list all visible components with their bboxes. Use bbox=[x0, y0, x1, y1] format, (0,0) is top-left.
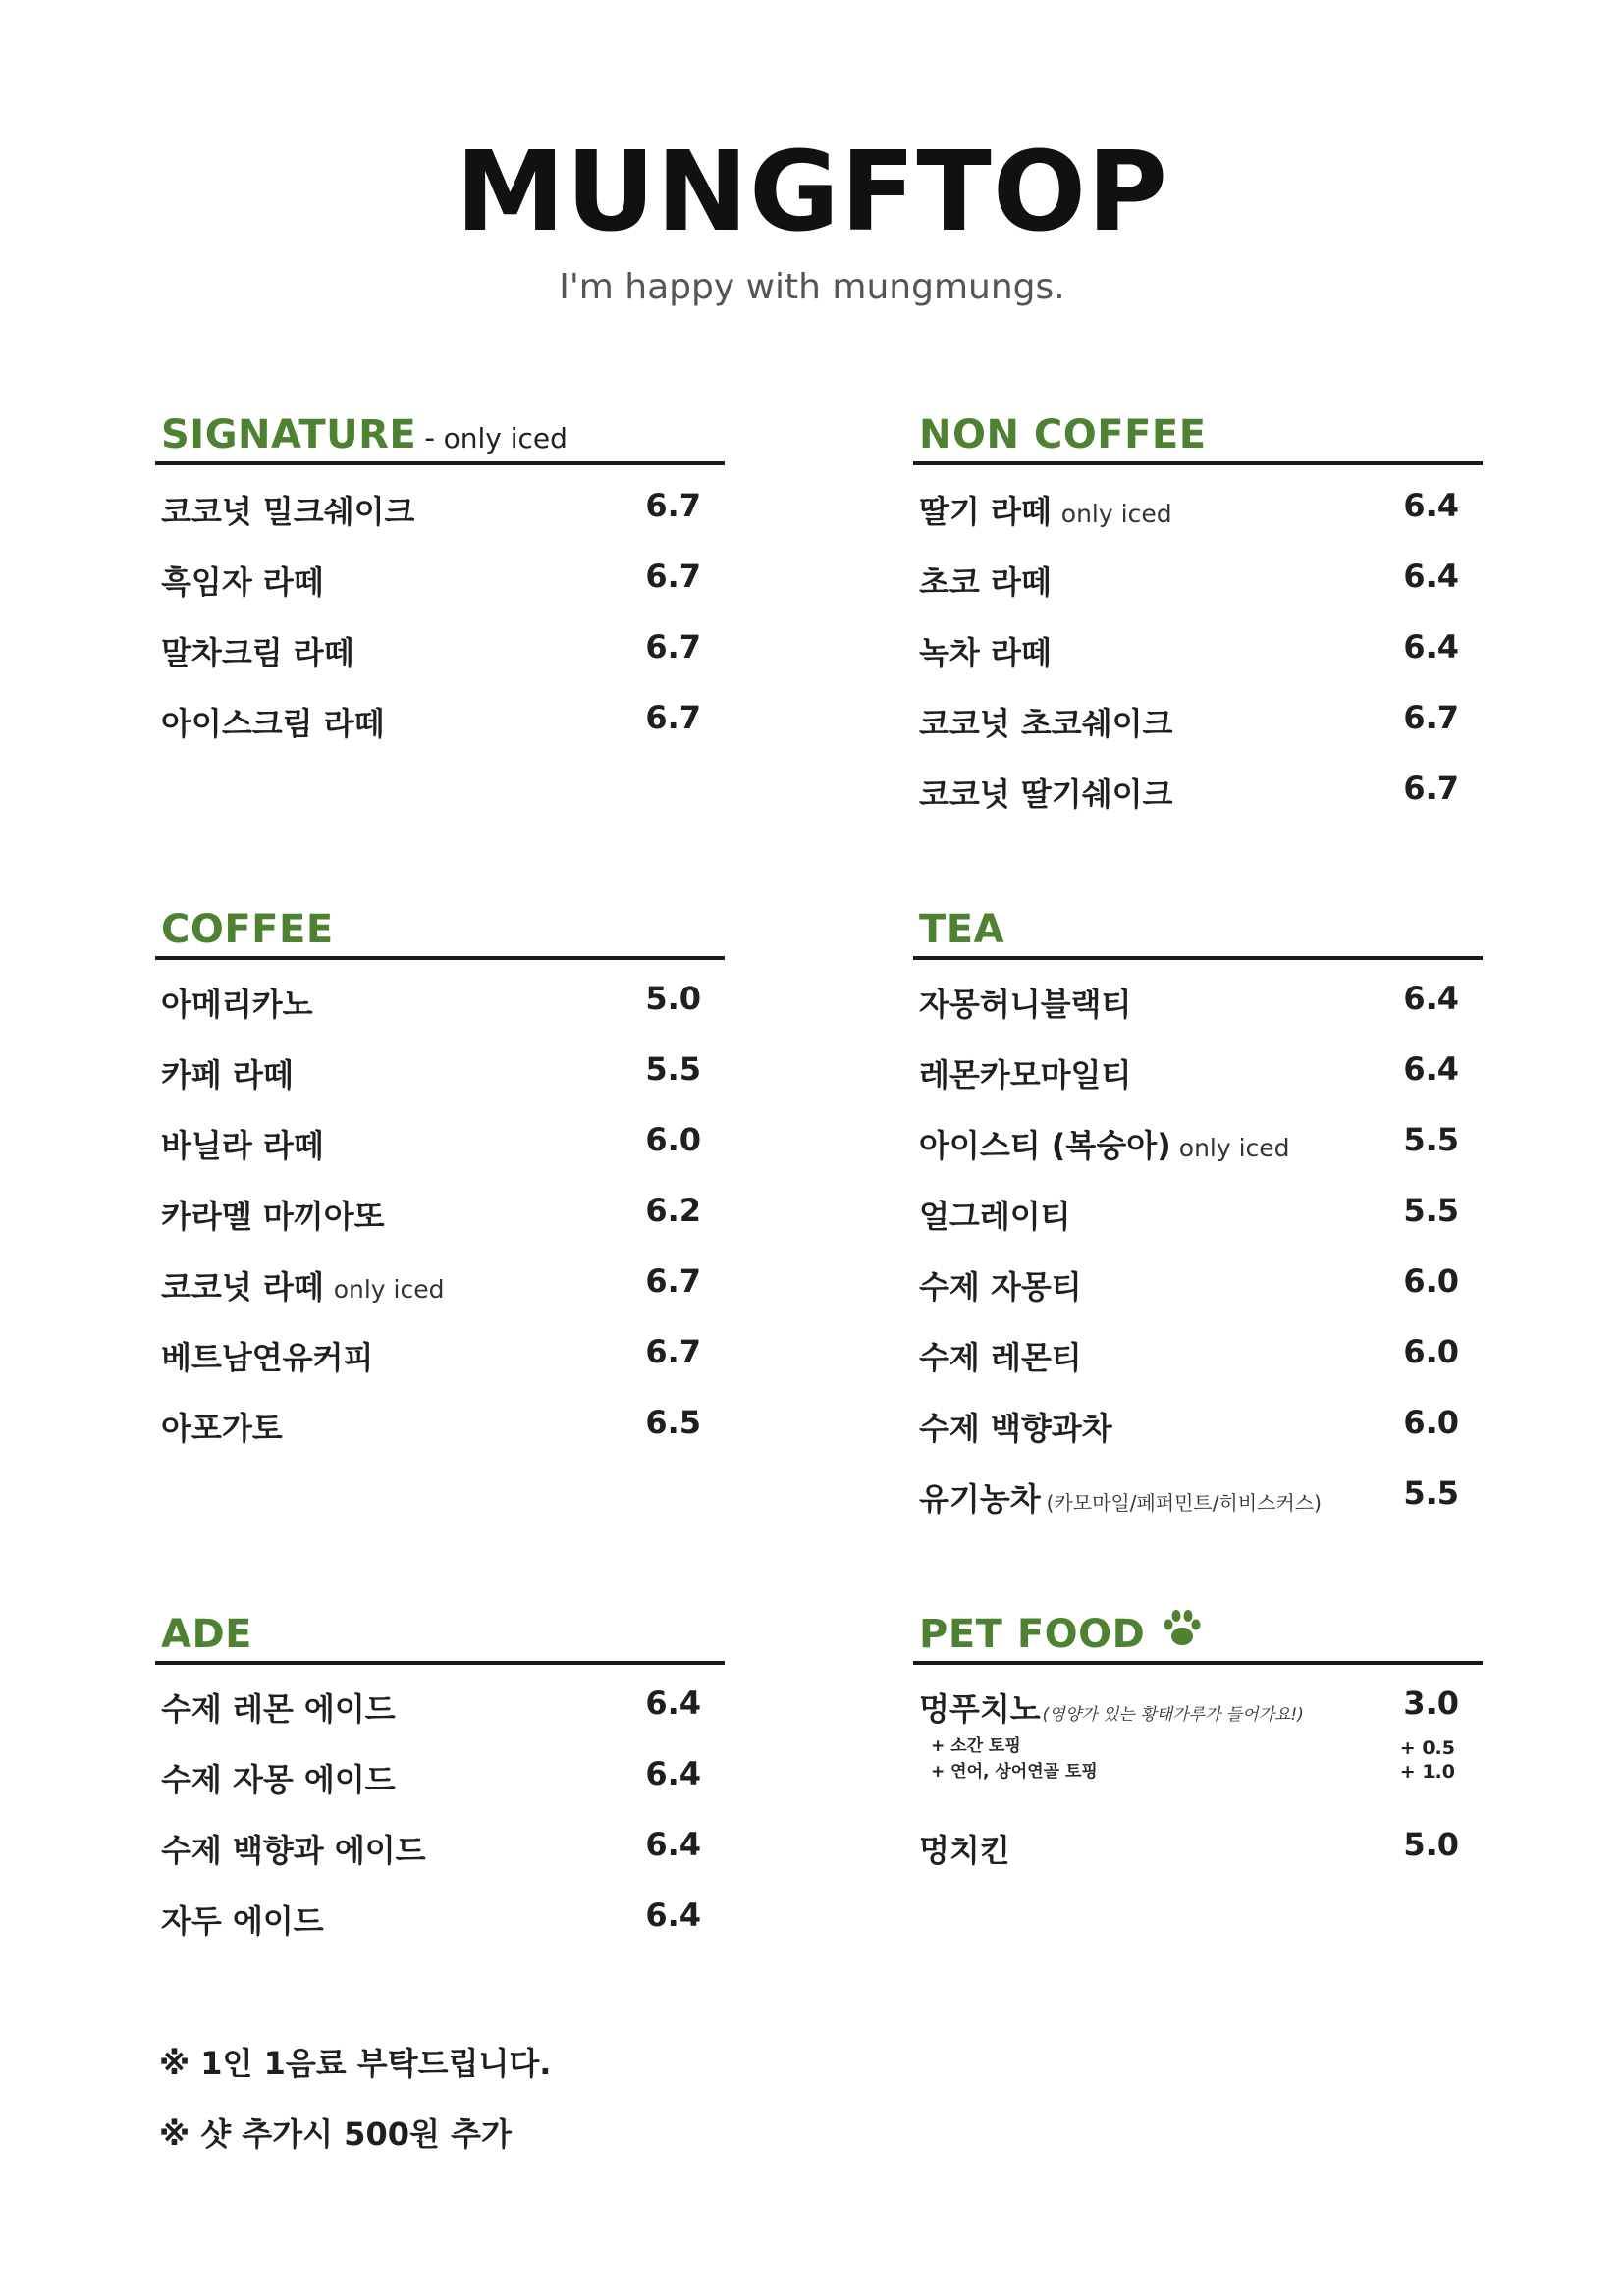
section-title: NON COFFEE bbox=[919, 412, 1207, 457]
menu-item bbox=[919, 1050, 1479, 1099]
only-iced-note: only iced bbox=[443, 422, 568, 454]
menu-item bbox=[919, 1121, 1479, 1170]
item-name: 흑임자 라떼 bbox=[161, 563, 324, 601]
menu-item bbox=[919, 1192, 1479, 1241]
item-price: 5.5 bbox=[1403, 1474, 1459, 1512]
item-name: 수제 백향과 에이드 bbox=[161, 1832, 426, 1869]
item-price: 6.7 bbox=[1403, 699, 1459, 736]
menu-item bbox=[161, 1826, 721, 1875]
item-name: 수제 레몬티 bbox=[919, 1339, 1082, 1376]
tea-varieties-note: (카모마일/페퍼민트/히비스커스) bbox=[1046, 1491, 1322, 1515]
item-price: 6.4 bbox=[1403, 980, 1459, 1017]
title-dash: - bbox=[424, 421, 436, 455]
menu-item bbox=[919, 1474, 1479, 1523]
topping-label: + 소간 토핑 bbox=[931, 1736, 1021, 1756]
menu-item bbox=[161, 1121, 721, 1170]
item-price: 6.7 bbox=[645, 1262, 701, 1300]
menu-item bbox=[919, 980, 1479, 1029]
section-ade bbox=[155, 1610, 725, 1940]
paw-icon bbox=[1161, 1606, 1204, 1649]
section-header bbox=[913, 410, 1483, 465]
menu-item bbox=[161, 1755, 721, 1804]
item-name: 아이스크림 라떼 bbox=[161, 705, 385, 742]
item-name: 아메리카노 bbox=[161, 986, 313, 1023]
menu-item bbox=[919, 1684, 1479, 1734]
menu-item bbox=[161, 487, 721, 536]
item-name: 레몬카모마일티 bbox=[919, 1056, 1132, 1094]
menu-item bbox=[161, 980, 721, 1029]
item-price: 6.7 bbox=[645, 558, 701, 595]
section-title: SIGNATURE - only iced bbox=[161, 412, 568, 457]
topping-price: + 0.5 bbox=[1399, 1737, 1455, 1759]
topping-price: + 1.0 bbox=[1399, 1761, 1455, 1783]
footer-note: ※ 샷 추가시 500원 추가 bbox=[159, 2115, 512, 2153]
section-non-coffee bbox=[913, 410, 1483, 813]
item-name: 자몽허니블랙티 bbox=[919, 986, 1132, 1023]
item-name: 아이스티 (복숭아) only iced bbox=[919, 1127, 1290, 1164]
footer-note: ※ 1인 1음료 부탁드립니다. bbox=[159, 2045, 552, 2082]
item-price: 5.5 bbox=[1403, 1121, 1459, 1158]
item-name: 수제 레몬 에이드 bbox=[161, 1690, 396, 1728]
section-header bbox=[913, 1610, 1483, 1665]
item-name: 멍치킨 bbox=[919, 1832, 1010, 1869]
item-name: 코코넛 딸기쉐이크 bbox=[919, 775, 1173, 813]
topping-label: + 연어, 상어연골 토핑 bbox=[931, 1762, 1098, 1782]
item-price: 5.0 bbox=[1403, 1826, 1459, 1863]
menu-item bbox=[161, 1050, 721, 1099]
item-price: 5.5 bbox=[645, 1050, 701, 1088]
menu-item bbox=[161, 699, 721, 748]
section-signature bbox=[155, 410, 725, 742]
item-price: 6.7 bbox=[645, 628, 701, 666]
menu-item bbox=[161, 628, 721, 677]
section-header bbox=[155, 905, 725, 960]
item-name: 카페 라떼 bbox=[161, 1056, 294, 1094]
only-iced-note: only iced bbox=[333, 1275, 445, 1304]
item-price: 6.5 bbox=[645, 1404, 701, 1441]
menu-item bbox=[919, 1262, 1479, 1311]
item-name: 카라멜 마끼아또 bbox=[161, 1198, 385, 1235]
section-tea bbox=[913, 905, 1483, 1518]
item-price: 6.0 bbox=[645, 1121, 701, 1158]
item-price: 6.0 bbox=[1403, 1262, 1459, 1300]
item-name: 자두 에이드 bbox=[161, 1902, 324, 1940]
item-price: 6.7 bbox=[645, 487, 701, 524]
brand-title: MUNGFTOP bbox=[455, 129, 1169, 256]
menu-item bbox=[161, 1192, 721, 1241]
item-name: 아포가토 bbox=[161, 1410, 283, 1447]
item-price: 6.4 bbox=[645, 1826, 701, 1863]
item-price: 6.7 bbox=[645, 1333, 701, 1370]
menu-item bbox=[919, 770, 1479, 819]
section-title: COFFEE bbox=[161, 907, 334, 952]
section-coffee bbox=[155, 905, 725, 1447]
section-header bbox=[155, 410, 725, 465]
item-name: 베트남연유커피 bbox=[161, 1339, 374, 1376]
item-name: 초코 라떼 bbox=[919, 563, 1052, 601]
item-name: 멍푸치노 (영양가 있는 황태가루가 들어가요!) bbox=[919, 1690, 1304, 1728]
item-name: 녹차 라떼 bbox=[919, 634, 1052, 671]
menu-item bbox=[161, 1896, 721, 1946]
section-title: ADE bbox=[161, 1612, 252, 1657]
menu-item bbox=[919, 628, 1479, 677]
menu-item bbox=[919, 558, 1479, 607]
only-iced-note: only iced bbox=[1178, 1134, 1290, 1162]
item-price: 5.0 bbox=[645, 980, 701, 1017]
section-title: PET FOOD bbox=[919, 1612, 1146, 1657]
menu-item bbox=[919, 699, 1479, 748]
item-name: 코코넛 밀크쉐이크 bbox=[161, 493, 415, 530]
item-description: (영양가 있는 황태가루가 들어가요!) bbox=[1042, 1705, 1304, 1725]
menu-item bbox=[919, 1333, 1479, 1382]
brand-tagline: I'm happy with mungmungs. bbox=[559, 267, 1065, 307]
item-name: 수제 자몽티 bbox=[919, 1268, 1082, 1306]
only-iced-note: only iced bbox=[1060, 500, 1172, 528]
item-name: 딸기 라떼 only iced bbox=[919, 493, 1172, 530]
menu-item bbox=[161, 1404, 721, 1453]
menu-item bbox=[161, 1262, 721, 1311]
item-price: 6.4 bbox=[645, 1684, 701, 1722]
item-price: 6.4 bbox=[645, 1755, 701, 1792]
item-price: 6.4 bbox=[1403, 558, 1459, 595]
menu-item bbox=[919, 487, 1479, 536]
item-price: 6.4 bbox=[1403, 628, 1459, 666]
menu-item bbox=[161, 1333, 721, 1382]
item-price: 3.0 bbox=[1403, 1684, 1459, 1722]
item-price: 6.4 bbox=[645, 1896, 701, 1934]
item-name: 수제 백향과차 bbox=[919, 1410, 1112, 1447]
item-name: 바닐라 라떼 bbox=[161, 1127, 324, 1164]
item-name: 코코넛 라떼 only iced bbox=[161, 1268, 445, 1306]
section-header bbox=[155, 1610, 725, 1665]
item-price: 6.4 bbox=[1403, 1050, 1459, 1088]
item-price: 6.2 bbox=[645, 1192, 701, 1229]
section-pet-food bbox=[913, 1610, 1483, 1869]
section-header bbox=[913, 905, 1483, 960]
item-price: 6.4 bbox=[1403, 487, 1459, 524]
item-name: 코코넛 초코쉐이크 bbox=[919, 705, 1173, 742]
item-name: 얼그레이티 bbox=[919, 1198, 1071, 1235]
item-name: 말차크림 라떼 bbox=[161, 634, 354, 671]
section-title: TEA bbox=[919, 907, 1005, 952]
item-price: 6.7 bbox=[645, 699, 701, 736]
item-price: 5.5 bbox=[1403, 1192, 1459, 1229]
item-price: 6.7 bbox=[1403, 770, 1459, 807]
menu-item bbox=[161, 1684, 721, 1734]
menu-item bbox=[919, 1404, 1479, 1453]
item-price: 6.0 bbox=[1403, 1333, 1459, 1370]
item-name: 유기농차 (카모마일/페퍼민트/히비스커스) bbox=[919, 1480, 1322, 1518]
item-price: 6.0 bbox=[1403, 1404, 1459, 1441]
item-name: 수제 자몽 에이드 bbox=[161, 1761, 396, 1798]
menu-item bbox=[919, 1826, 1479, 1875]
menu-item bbox=[161, 558, 721, 607]
